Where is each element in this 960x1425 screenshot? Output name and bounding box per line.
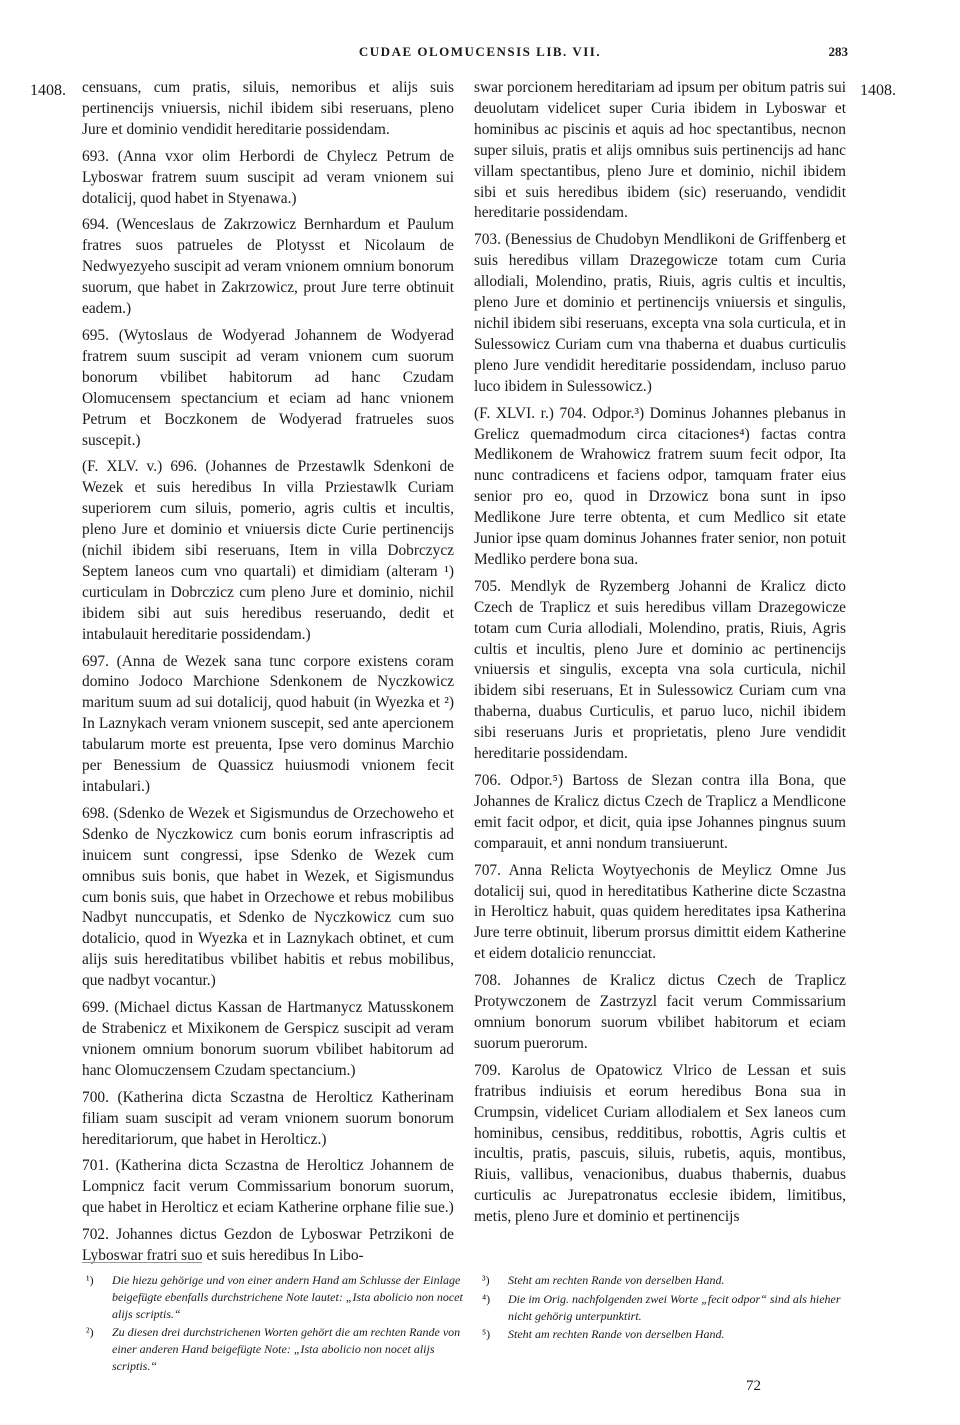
entry-paragraph: censuans, cum pratis, siluis, nemoribus et alijs suis pertinencijs vniuersis, nichil ibidem sibi reseruans, pleno Jure et dominio vendidit hereditarie possidendam. <box>82 79 454 138</box>
footnote-text: Steht am rechten Rande von derselben Hand. <box>508 1273 725 1287</box>
footnote-mark: ¹) <box>86 1273 94 1287</box>
entry-paragraph: swar porcionem hereditariam ad ipsum per obitum patris sui deuolutam videlicet super Curia ibidem in Lyboswar et hominibus ac piscinis et aquis ad hoc spectantibus, necnon super siluis, pratis et alijs omnibus suis pertinencijs ad hanc villam spectantibus, pleno Jure et dominio, nichil ibidem sibi et suis heredibus ibidem (sic) reseruando, vendidit hereditarie possidendam. <box>474 79 846 222</box>
entry-paragraph: 699. (Michael dictus Kassan de Hartmanycz Matusskonem de Strabenicz et Mixikonem de Gerspicz suscipit ad veram vnionem omnium bonorum suorum vbilibet habitorum ad hanc Olomuczensem Czudam spectancium.) <box>82 999 454 1079</box>
footnote-mark: ⁵) <box>482 1327 491 1342</box>
entry-paragraph: 705. Mendlyk de Ryzemberg Johanni de Kralicz dicto Czech de Traplicz et suis heredibus villam Drazegowicze totam cum Curia allodiali, Molendino, pratis, Riuis, Agris cultis et incultis, pleno Jure et dominio ac pertinencijs vniuersis et singulis, excepta vna sola curticula, nichil ibidem sibi reseruans, Et in Sulessowicz Curiam cum vna thaberna, duabus Curticulis, et paruo luco, nichil ibidem sibi reseruans Juris et proprietatis, pleno Jure vendidit hereditarie possidendam. <box>474 577 846 763</box>
footnote <box>482 1326 862 1343</box>
page-number: 283 <box>828 44 848 59</box>
entry-paragraph: 700. (Katherina dicta Sczastna de Herolticz Katherinam filiam suam suscipit ad veram vnionem suorum bonorum hereditariorum, que habet in Herolticz.) <box>82 1088 454 1148</box>
running-title: CUDAE OLOMUCENSIS LIB. VII. <box>358 44 602 59</box>
footnote <box>482 1291 862 1325</box>
entry-paragraph: 709. Karolus de Opatowicz Vlrico de Lessan et suis fratribus indiuisis et eorum heredibus Bona sua in Crumpsin, videlicet Curiam allodialem et Sex laneos cum hominibus, censibus, redditibus, robottis, Agris cultis et incultis, pratis, pascuis, siluis, rubetis, aquis, montibus, Riuis, vallibus, venacionibus, duabus thabernis, duabus curticulis ac Jurepatronatus ecclesie ibidem, limitibus, metis, pleno Jure et dominio et pertinencijs <box>474 1061 846 1226</box>
page-header <box>0 44 960 64</box>
footnote-text: Die im Orig. nachfolgenden zwei Worte „fecit odpor“ sind als hieher nicht gehörig unterpunktirt. <box>508 1291 841 1323</box>
entry-paragraph: 706. Odpor.⁵) Bartoss de Slezan contra illa Bona, que Johannes de Kralicz dictus Czech de Traplicz a Mendlicone emit facit odpor, et dicit, quia ipse Johannes pingnus suum comparauit, et anni nondum transiuerunt. <box>474 772 846 852</box>
entry-paragraph: (F. XLVI. r.) 704. Odpor.³) Dominus Johannes plebanus in Grelicz quemadmodum circa citaciones⁴) factas contra Medlikonem de Wrahowicz fratrem suum fecit odpor, Ita nunc contradicens et faciens odpor, tamquam frater eius senior pro eo, quod in Drzowicz bona sunt in ipso Medlikone Jure terre obtenta, et cum Medlico sit etate Junior ipse quam dominus Johannes frater senior, non potuit Medliko perdere bona sua. <box>474 404 846 568</box>
footnote <box>482 1272 862 1289</box>
footnote-text: Zu diesen drei durchstrichenen Worten gehört die am rechten Rande von einer anderen Hand beigefügte Note: „Ista abolicio non nocet alijs scriptis.“ <box>112 1325 461 1373</box>
entry-paragraph: 702. Johannes dictus Gezdon de Lyboswar Petrzikoni de Lyboswar fratri suo et suis heredibus In Libo- <box>82 1226 454 1265</box>
signature-mark: 72 <box>746 1378 761 1394</box>
footnote-mark: ³) <box>482 1273 490 1287</box>
left-column <box>82 78 454 1273</box>
footnote-mark: ²) <box>86 1325 94 1340</box>
footnote-text: Die hiezu gehörige und von einer andern Hand am Schlusse der Einlage beigefügte ebenfalls durchstrichene Note lautet: „Ista abolicio non nocet alijs scriptis.“ <box>112 1273 463 1321</box>
entry-paragraph: 703. (Benessius de Chudobyn Mendlikoni de Griffenberg et suis heredibus villam Drazegowicze totam cum Curia allodiali, Molendino, pratis, Riuis, agris cultis et incultis, pleno Jure et dominio et pertinencijs vniuersis et singulis, nichil ibidem sibi reseruans, excepta vna sola curticula, et in Sulessowicz Curiam cum vna thaberna et duabus curticulis pleno Jure vendidit hereditarie possidendam, incluso paruo luco ibidem in Sulessowicz.) <box>474 231 846 395</box>
entry-paragraph: 707. Anna Relicta Woytyechonis de Meylicz Omne Jus dotalicij sui, quod in hereditatibus Katherine dicte Sczastna in Herolticz habuit, quas quidem hereditates ipsa Katherina Jure terre obtinuit, liberum prorsus dimittit eidem Katherine et eidem dotalicio renuncciat. <box>474 861 846 963</box>
footnote-text: Steht am rechten Rande von derselben Hand. <box>508 1327 725 1342</box>
entry-paragraph: 701. (Katherina dicta Sczastna de Herolticz Johannem de Lompnicz facit verum Commissarium bonorum suorum, que habet in Herolticz et eciam Katherine orphane filie sue.) <box>82 1157 454 1217</box>
margin-year-right: 1408. <box>860 82 896 99</box>
entry-paragraph: 693. (Anna vxor olim Herbordi de Chylecz Petrum de Lyboswar fratrem suum suscipit ad veram vnionem sui dotalicij, quod habet in Styenawa.) <box>82 147 454 207</box>
footnote <box>86 1324 466 1374</box>
footnote <box>86 1272 466 1322</box>
entry-paragraph: (F. XLV. v.) 696. (Johannes de Przestawlk Sdenkoni de Wezek et suis heredibus In villa Prziestawlk Curiam superiorem cum siluis, pomerio, agris cultis et incultis, pleno Jure et dominio et vniuersis dicte Curie pertinencijs (nichil ibidem sibi reseruans, Item in villa Dobrczycz Septem laneos cum vno quartali) et dimidiam (alteram ¹) curticulam in Dobrczicz cum pleno Jure et dominio, nichil ibidem sibi aut suis heredibus reseruando, dedit et intabulauit hereditarie possidendam.) <box>82 458 454 643</box>
margin-year-left: 1408. <box>30 82 66 99</box>
right-column <box>474 78 846 1234</box>
entry-paragraph: 695. (Wytoslaus de Wodyerad Johannem de Wodyerad fratrem suum suscipit ad veram vnionem cum suorum bonorum vbilibet habitorum ad hanc Czudam Olomucensem spectancium et eciam ad hanc vnionem Petrum et Boczkonem de Wodyerad fratrueles suos suscepit.) <box>82 326 454 449</box>
footnotes-left <box>86 1272 466 1377</box>
footnote-divider <box>82 1262 202 1263</box>
footnotes-right <box>482 1272 862 1345</box>
entry-paragraph: 694. (Wenceslaus de Zakrzowicz Bernhardum et Paulum fratres suos patrueles de Plotysst et Nicolaum de Nedwyezyeho suscipit ad veram vnionem omnium bonorum suorum, que habet in Zakrzowicz, prout Jure terre obtinuit eadem.) <box>82 216 454 318</box>
entry-paragraph: 698. (Sdenko de Wezek et Sigismundus de Orzechoweho et Sdenko de Nyczkowicz cum bonis eorum infrascriptis ad inuicem sunt congressi, ipse Sdenko de Wezek cum omnibus suis bonis, que habet in Wezek, et Sigismundus cum bonis suis, que habet in Orzechowe et rebus mobilibus Nadbyt nunccupatis, et Sdenko de Nyczkowicz cum suo dotalicio, quod in Wyezka et in Laznykach obtinet, et cum alijs suis hereditatibus vbilibet habitis et rebus mobilibus, que nadbyt vocantur.) <box>82 804 454 990</box>
entry-paragraph: 708. Johannes de Kralicz dictus Czech de Traplicz Protywczonem de Zastrzyzl facit verum Commissarium omnium bonorum suorum vbilibet habitorum et eciam suorum puerorum. <box>474 972 846 1052</box>
entry-paragraph: 697. (Anna de Wezek sana tunc corpore existens coram domino Jodoco Marchione Sdenkonem de Nyczkowicz maritum suum ad sui dotalicij, quod habuit (in Wyezka et ²) In Laznykach veram vnionem suscepit, sed ante apercionem tabularum morte est preuenta, Ipse vero dominus Marchio per Benessium de Quassicz huiusmodi vnionem fecit intabulari.) <box>82 652 454 795</box>
footnote-mark: ⁴) <box>482 1291 491 1306</box>
